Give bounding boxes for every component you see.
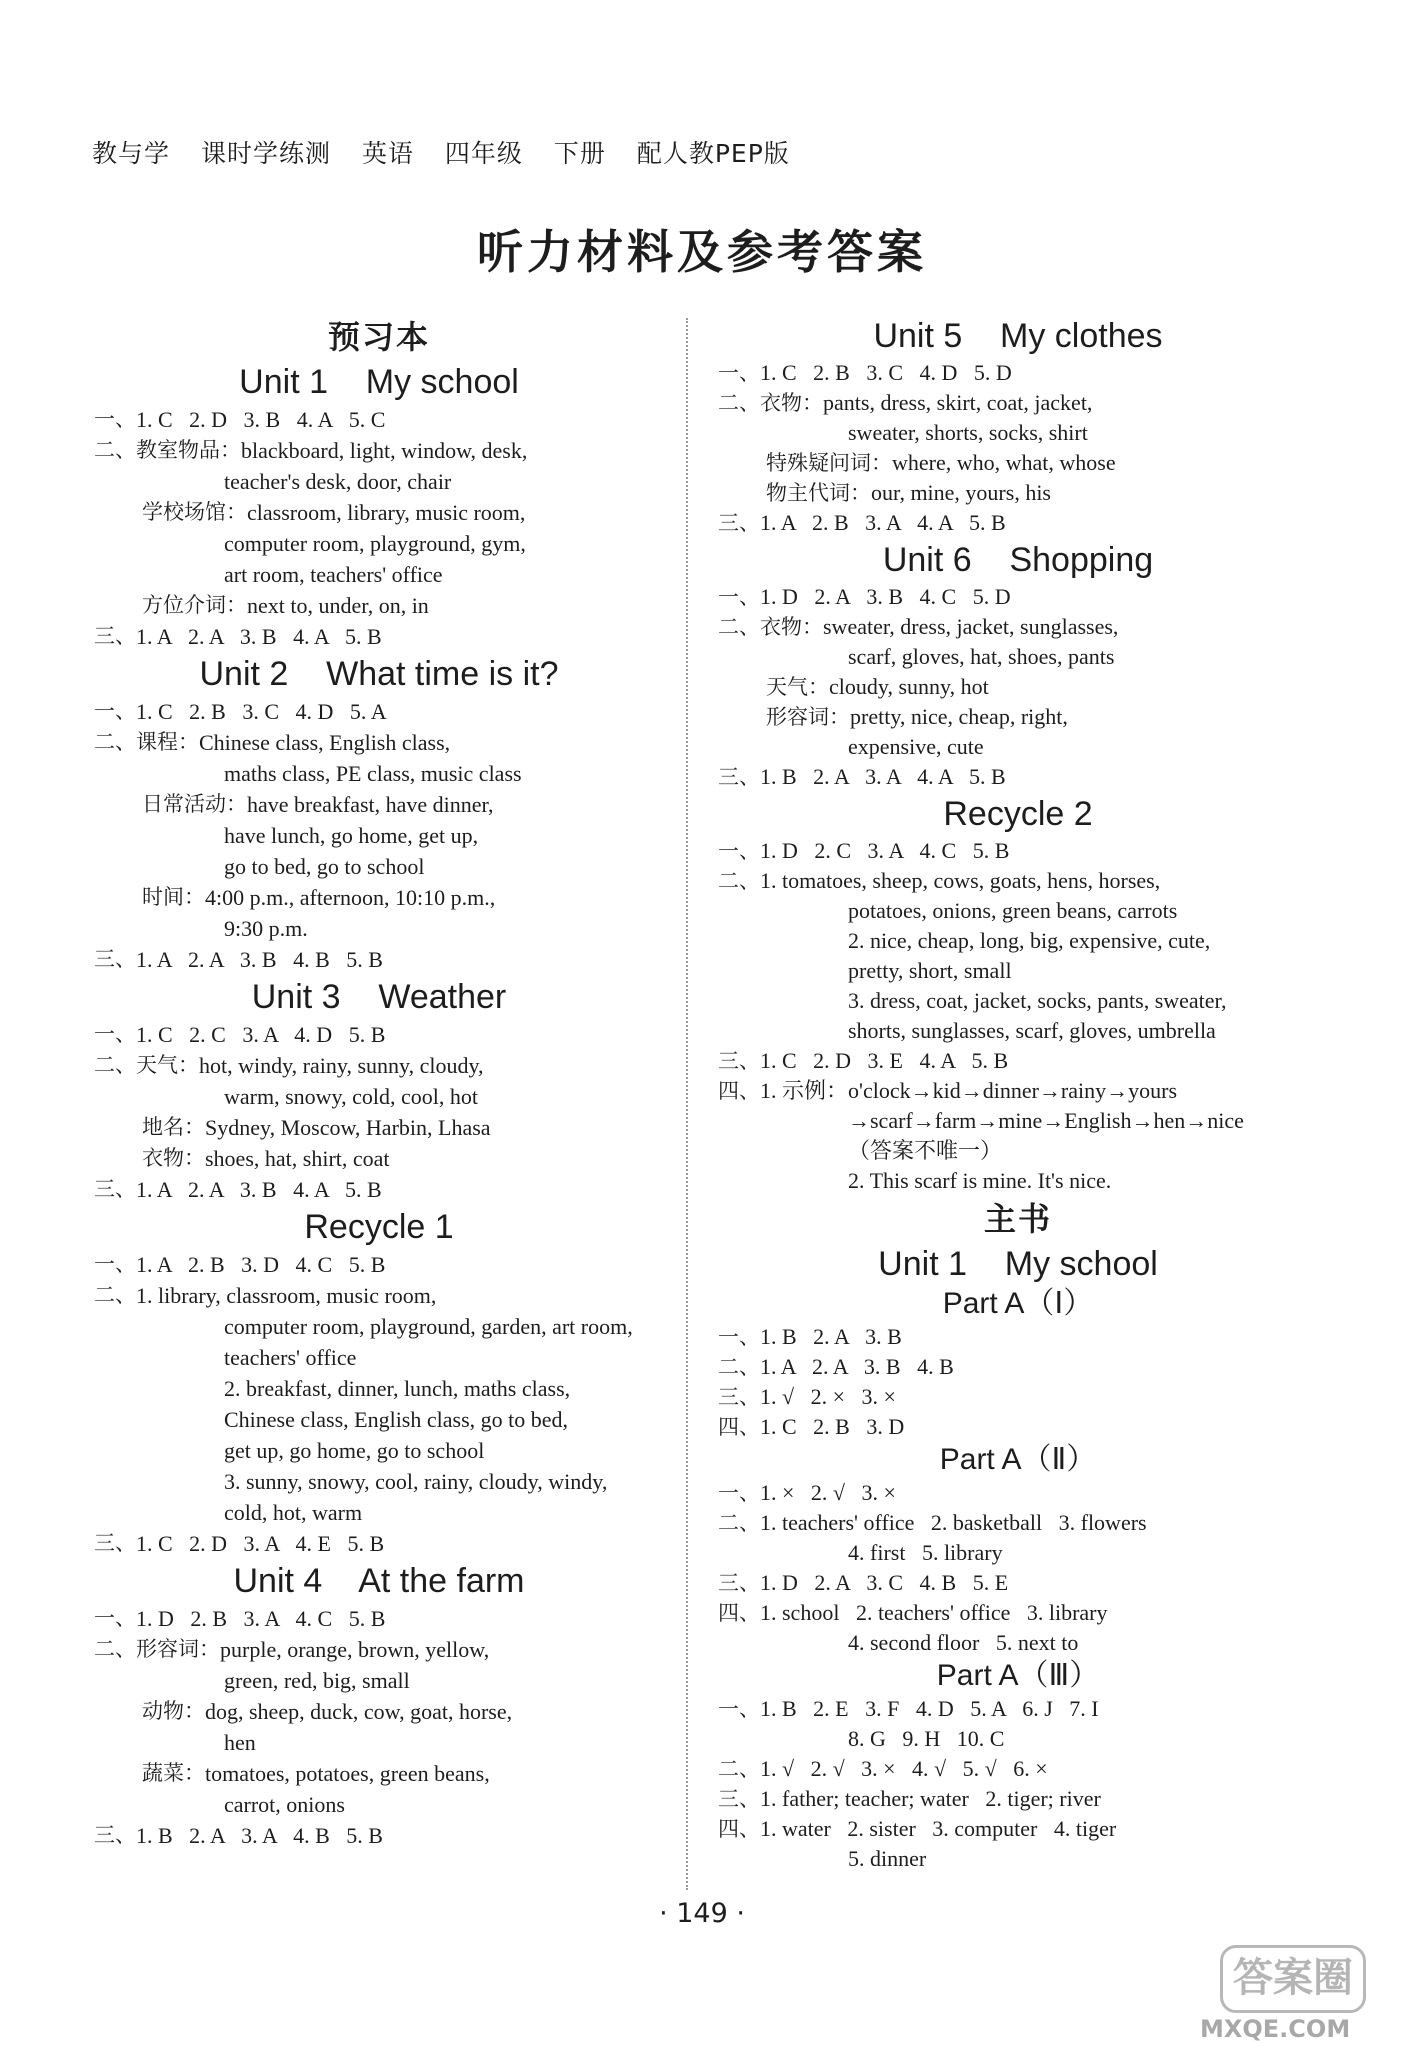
answer-row <box>94 590 664 621</box>
answer-text: 1. water 2. sister 3. computer 4. tiger <box>760 1816 1117 1841</box>
answer-text: shoes, hat, shirt, coat <box>205 1146 390 1171</box>
answer-row <box>94 435 664 466</box>
answer-text: green, red, big, small <box>224 1668 410 1693</box>
unit-heading: Unit 1 My school <box>239 363 519 401</box>
answer-text: where, who, what, whose <box>892 450 1116 475</box>
answer-label: 地名： <box>142 1115 205 1139</box>
answer-label: 二、课程： <box>94 730 199 754</box>
answer-label: 二、 <box>718 1757 760 1781</box>
section-heading: 主书 <box>983 1200 1052 1238</box>
answer-continuation <box>718 1844 1318 1874</box>
answer-label: 学校场馆： <box>142 500 247 524</box>
answer-label: 三、 <box>94 624 136 648</box>
answer-label: 三、 <box>718 765 760 789</box>
answer-label: 日常活动： <box>142 792 247 816</box>
answer-row <box>718 1046 1318 1076</box>
answer-row <box>94 1143 664 1174</box>
unit-heading: Unit 6 Shopping <box>882 541 1154 579</box>
answer-label: 二、 <box>718 869 760 893</box>
answer-label: 二、形容词： <box>94 1637 220 1661</box>
answer-text: 4:00 p.m., afternoon, 10:10 p.m., <box>205 885 496 910</box>
answer-label: 物主代词： <box>766 481 871 505</box>
answer-text: 1. B 2. A 3. B <box>760 1324 902 1349</box>
answer-row <box>718 1694 1318 1724</box>
answer-label: 一、 <box>718 1481 760 1505</box>
answer-text: 4. second floor 5. next to <box>848 1630 1079 1655</box>
answer-text: 1. B 2. A 3. A 4. B 5. B <box>136 1823 383 1848</box>
answer-continuation <box>94 559 664 590</box>
answer-label: 四、 <box>718 1079 760 1103</box>
answer-continuation <box>718 418 1318 448</box>
answer-text: hot, windy, rainy, sunny, cloudy, <box>199 1053 484 1078</box>
part-heading: Part A（Ⅰ） <box>942 1287 1094 1320</box>
answer-label: 三、 <box>718 1787 760 1811</box>
answer-continuation <box>718 1538 1318 1568</box>
unit-heading: Unit 2 What time is it? <box>199 655 559 693</box>
answer-continuation <box>94 1311 664 1342</box>
answer-row <box>94 1603 664 1634</box>
answer-row <box>718 702 1318 732</box>
answer-label: 天气： <box>766 675 829 699</box>
page-number: · 149 · <box>659 1898 745 1929</box>
answer-continuation <box>94 758 664 789</box>
answer-continuation <box>718 926 1318 956</box>
answer-text: 1. C 2. B 3. C 4. D 5. A <box>136 699 387 724</box>
answer-label: 方位介词： <box>142 593 247 617</box>
answer-label: 三、 <box>94 1531 136 1555</box>
answer-label: 二、衣物： <box>718 615 823 639</box>
answer-row <box>94 404 664 435</box>
answer-row <box>94 1249 664 1280</box>
answer-text: next to, under, on, in <box>247 593 429 618</box>
answer-text: have lunch, go home, get up, <box>224 823 479 848</box>
answer-text: computer room, playground, garden, art room, <box>224 1314 633 1339</box>
answer-continuation <box>94 1081 664 1112</box>
answer-row <box>94 1634 664 1665</box>
answer-row <box>94 882 664 913</box>
answer-text: 5. dinner <box>848 1846 927 1871</box>
watermark-url: MXQE.COM <box>1200 2015 1351 2043</box>
answer-label: 蔬菜： <box>142 1761 205 1785</box>
answer-text: 2. breakfast, dinner, lunch, maths class, <box>224 1376 571 1401</box>
answer-label: 二、天气： <box>94 1053 199 1077</box>
answer-label: 三、 <box>94 947 136 971</box>
answer-continuation <box>94 1665 664 1696</box>
answer-text: 3. dress, coat, jacket, socks, pants, sweater, <box>848 988 1227 1013</box>
answer-text: scarf, gloves, hat, shoes, pants <box>848 644 1115 669</box>
answer-label: 一、 <box>94 699 136 723</box>
answer-text: 9:30 p.m. <box>224 916 308 941</box>
answer-text: 1. C 2. B 3. D <box>760 1414 905 1439</box>
answer-text: 1. D 2. B 3. A 4. C 5. B <box>136 1606 386 1631</box>
answer-text: Chinese class, English class, <box>199 730 451 755</box>
answer-row <box>94 944 664 975</box>
answer-text: （答案不唯一） <box>848 1138 1003 1163</box>
answer-text: 1. √ 2. × 3. × <box>760 1384 896 1409</box>
answer-text: 1. school 2. teachers' office 3. library <box>760 1600 1108 1625</box>
answer-label: 时间： <box>142 885 205 909</box>
answer-text: 3. sunny, snowy, cool, rainy, cloudy, windy, <box>224 1469 608 1494</box>
unit-heading: Unit 5 My clothes <box>873 317 1163 355</box>
answer-text: teachers' office <box>224 1345 357 1370</box>
answer-label: 三、 <box>718 511 760 535</box>
answer-continuation <box>94 1497 664 1528</box>
answer-text: purple, orange, brown, yellow, <box>220 1637 490 1662</box>
right-column <box>718 314 1318 1874</box>
answer-text: Chinese class, English class, go to bed, <box>224 1407 569 1432</box>
book-header <box>92 134 812 170</box>
answer-row <box>718 582 1318 612</box>
answer-row <box>718 672 1318 702</box>
answer-row <box>718 1352 1318 1382</box>
answer-text: 1. C 2. C 3. A 4. D 5. B <box>136 1022 386 1047</box>
answer-label: 四、 <box>718 1817 760 1841</box>
answer-text: pretty, short, small <box>848 958 1012 983</box>
answer-row <box>94 1696 664 1727</box>
answer-continuation <box>94 1404 664 1435</box>
answer-row <box>94 621 664 652</box>
answer-row <box>718 388 1318 418</box>
answer-label: 一、 <box>718 839 760 863</box>
answer-text: 1. 示例：o'clock→kid→dinner→rainy→yours <box>760 1078 1178 1103</box>
answer-continuation <box>718 1136 1318 1166</box>
answer-label: 一、 <box>94 1022 136 1046</box>
answer-text: computer room, playground, gym, <box>224 531 526 556</box>
answer-row <box>718 1478 1318 1508</box>
answer-text: our, mine, yours, his <box>871 480 1051 505</box>
answer-text: sweater, shorts, socks, shirt <box>848 420 1088 445</box>
answer-row <box>94 1050 664 1081</box>
answer-text: Sydney, Moscow, Harbin, Lhasa <box>205 1115 491 1140</box>
answer-text: blackboard, light, window, desk, <box>241 438 528 463</box>
answer-label: 一、 <box>718 361 760 385</box>
answer-continuation <box>718 1016 1318 1046</box>
answer-label: 三、 <box>94 1177 136 1201</box>
answer-label: 特殊疑问词： <box>766 451 892 475</box>
answer-text: teacher's desk, door, chair <box>224 469 452 494</box>
answer-row <box>718 448 1318 478</box>
answer-row <box>94 1280 664 1311</box>
part-heading: Part A（Ⅱ） <box>939 1443 1097 1476</box>
answer-text: 8. G 9. H 10. C <box>848 1726 1005 1751</box>
answer-text: 1. father; teacher; water 2. tiger; river <box>760 1786 1101 1811</box>
answer-text: dog, sheep, duck, cow, goat, horse, <box>205 1699 513 1724</box>
answer-text: get up, go home, go to school <box>224 1438 485 1463</box>
answer-text: art room, teachers' office <box>224 562 443 587</box>
answer-continuation <box>718 1628 1318 1658</box>
answer-label: 四、 <box>718 1601 760 1625</box>
answer-label: 一、 <box>94 407 136 431</box>
answer-continuation <box>94 851 664 882</box>
answer-text: 1. D 2. A 3. C 4. B 5. E <box>760 1570 1009 1595</box>
answer-text: cold, hot, warm <box>224 1500 363 1525</box>
answer-row <box>718 508 1318 538</box>
answer-text: 1. A 2. A 3. B 4. A 5. B <box>136 1177 382 1202</box>
answer-continuation <box>718 642 1318 672</box>
header-item: 配人教PEP版 <box>636 139 790 168</box>
answer-label: 四、 <box>718 1415 760 1439</box>
unit-heading: Unit 4 At the farm <box>233 1562 525 1600</box>
answer-continuation <box>94 528 664 559</box>
answer-text: 1. D 2. C 3. A 4. C 5. B <box>760 838 1010 863</box>
answer-text: have breakfast, have dinner, <box>247 792 494 817</box>
header-item: 英语 <box>361 139 414 168</box>
answer-continuation <box>718 732 1318 762</box>
answer-text: 1. A 2. A 3. B 4. A 5. B <box>136 624 382 649</box>
answer-text: 1. A 2. A 3. B 4. B <box>760 1354 954 1379</box>
page-title: 听力材料及参考答案 <box>477 225 927 279</box>
answer-row <box>718 478 1318 508</box>
answer-row <box>94 1174 664 1205</box>
answer-label: 二、 <box>94 1283 136 1307</box>
answer-text: maths class, PE class, music class <box>224 761 522 786</box>
answer-continuation <box>94 1727 664 1758</box>
answer-row <box>718 1322 1318 1352</box>
answer-label: 二、 <box>718 1511 760 1535</box>
answer-row <box>718 358 1318 388</box>
section-heading: 预习本 <box>327 318 430 356</box>
answer-text: 1. C 2. D 3. B 4. A 5. C <box>136 407 386 432</box>
answer-continuation <box>94 820 664 851</box>
answer-row <box>94 1112 664 1143</box>
answer-text: 1. C 2. B 3. C 4. D 5. D <box>760 360 1012 385</box>
answer-text: hen <box>224 1730 256 1755</box>
answer-label: 二、 <box>718 1355 760 1379</box>
answer-row <box>718 1382 1318 1412</box>
answer-text: 4. first 5. library <box>848 1540 1003 1565</box>
answer-row <box>94 696 664 727</box>
unit-heading: Unit 3 Weather <box>251 978 507 1016</box>
unit-heading: Recycle 1 <box>304 1208 454 1246</box>
answer-continuation <box>718 956 1318 986</box>
answer-label: 衣物： <box>142 1146 205 1170</box>
answer-text: pretty, nice, cheap, right, <box>850 704 1068 729</box>
watermark-logo <box>1180 1945 1380 2049</box>
answer-row <box>718 1598 1318 1628</box>
answer-label: 二、衣物： <box>718 391 823 415</box>
part-heading: Part A（Ⅲ） <box>936 1659 1100 1692</box>
header-item: 下册 <box>553 139 606 168</box>
answer-label: 一、 <box>718 585 760 609</box>
answer-row <box>94 1019 664 1050</box>
answer-row <box>718 1754 1318 1784</box>
answer-text: 1. A 2. B 3. A 4. A 5. B <box>760 510 1006 535</box>
answer-text: 1. D 2. A 3. B 4. C 5. D <box>760 584 1011 609</box>
answer-row <box>94 1820 664 1851</box>
answer-text: 1. teachers' office 2. basketball 3. flowers <box>760 1510 1147 1535</box>
answer-text: carrot, onions <box>224 1792 345 1817</box>
answer-row <box>94 789 664 820</box>
answer-text: 2. nice, cheap, long, big, expensive, cute, <box>848 928 1211 953</box>
answer-row <box>94 727 664 758</box>
answer-continuation <box>94 1789 664 1820</box>
answer-label: 二、教室物品： <box>94 438 241 462</box>
answer-continuation <box>94 1435 664 1466</box>
answer-row <box>718 1076 1318 1106</box>
answer-label: 一、 <box>94 1606 136 1630</box>
answer-text: cloudy, sunny, hot <box>829 674 989 699</box>
answer-text: shorts, sunglasses, scarf, gloves, umbrella <box>848 1018 1216 1043</box>
header-item: 课时学练测 <box>200 139 331 168</box>
answer-text: 1. library, classroom, music room, <box>136 1283 437 1308</box>
answer-row <box>718 1814 1318 1844</box>
answer-row <box>718 1784 1318 1814</box>
unit-heading: Recycle 2 <box>943 795 1093 833</box>
answer-row <box>94 497 664 528</box>
header-item: 教与学 <box>92 139 171 168</box>
answer-text: classroom, library, music room, <box>247 500 526 525</box>
answer-row <box>718 1412 1318 1442</box>
answer-text: 1. √ 2. √ 3. × 4. √ 5. √ 6. × <box>760 1756 1048 1781</box>
header-item: 四年级 <box>444 139 523 168</box>
answer-continuation <box>94 1373 664 1404</box>
answer-text: sweater, dress, jacket, sunglasses, <box>823 614 1119 639</box>
answer-row <box>718 836 1318 866</box>
unit-heading: Unit 1 My school <box>878 1245 1158 1283</box>
answer-label: 形容词： <box>766 705 850 729</box>
answer-label: 一、 <box>94 1252 136 1276</box>
answer-continuation <box>718 1166 1318 1196</box>
answer-text: 1. B 2. E 3. F 4. D 5. A 6. J 7. I <box>760 1696 1099 1721</box>
answer-text: go to bed, go to school <box>224 854 425 879</box>
answer-text: 1. tomatoes, sheep, cows, goats, hens, horses, <box>760 868 1161 893</box>
answer-text: pants, dress, skirt, coat, jacket, <box>823 390 1093 415</box>
answer-text: tomatoes, potatoes, green beans, <box>205 1761 490 1786</box>
answer-row <box>718 1568 1318 1598</box>
answer-text: 1. C 2. D 3. A 4. E 5. B <box>136 1531 385 1556</box>
answer-row <box>718 1508 1318 1538</box>
answer-continuation <box>718 986 1318 1016</box>
answer-label: 三、 <box>94 1823 136 1847</box>
answer-row <box>718 866 1318 896</box>
answer-continuation <box>94 1342 664 1373</box>
column-divider <box>686 318 688 1890</box>
answer-text: 1. A 2. B 3. D 4. C 5. B <box>136 1252 386 1277</box>
answer-row <box>94 1528 664 1559</box>
answer-text: potatoes, onions, green beans, carrots <box>848 898 1178 923</box>
answer-label: 一、 <box>718 1697 760 1721</box>
answer-row <box>94 1758 664 1789</box>
answer-continuation <box>94 1466 664 1497</box>
answer-text: expensive, cute <box>848 734 984 759</box>
watermark-logo-text: 答案圈 <box>1220 1945 1366 2013</box>
answer-text: 1. C 2. D 3. E 4. A 5. B <box>760 1048 1009 1073</box>
answer-text: 1. B 2. A 3. A 4. A 5. B <box>760 764 1006 789</box>
answer-continuation <box>718 1724 1318 1754</box>
answer-row <box>718 612 1318 642</box>
answer-label: 三、 <box>718 1385 760 1409</box>
answer-row <box>718 762 1318 792</box>
answer-text: 1. A 2. A 3. B 4. B 5. B <box>136 947 383 972</box>
left-column <box>94 314 664 1851</box>
answer-label: 三、 <box>718 1049 760 1073</box>
answer-label: 一、 <box>718 1325 760 1349</box>
answer-text: warm, snowy, cold, cool, hot <box>224 1084 478 1109</box>
answer-text: 2. This scarf is mine. It's nice. <box>848 1168 1112 1193</box>
answer-continuation <box>718 1106 1318 1136</box>
answer-label: 三、 <box>718 1571 760 1595</box>
answer-continuation <box>94 913 664 944</box>
answer-text: 1. × 2. √ 3. × <box>760 1480 896 1505</box>
answer-label: 动物： <box>142 1699 205 1723</box>
answer-continuation <box>718 896 1318 926</box>
answer-text: →scarf→farm→mine→English→hen→nice <box>848 1108 1244 1133</box>
answer-continuation <box>94 466 664 497</box>
